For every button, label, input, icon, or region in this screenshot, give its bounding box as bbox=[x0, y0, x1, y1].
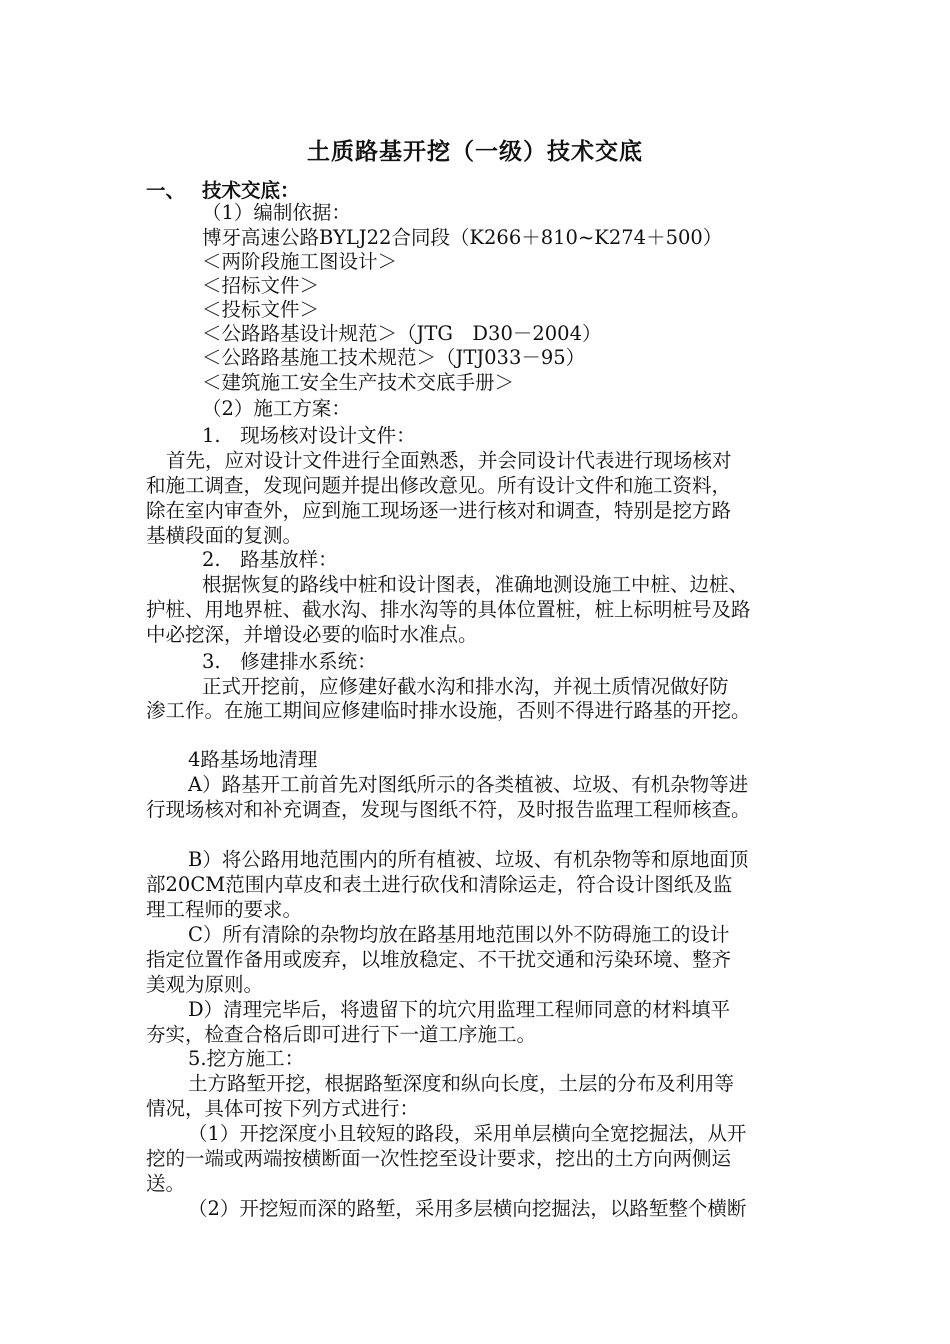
paragraph-line: 理工程师的要求。 bbox=[146, 898, 303, 921]
step-heading: 4路基场地清理 bbox=[188, 748, 318, 771]
paragraph-line: D）清理完毕后，将遗留下的坑穴用监理工程师同意的材料填平 bbox=[188, 998, 731, 1021]
paragraph-line: 部20CM范围内草皮和表土进行砍伐和清除运走，符合设计图纸及监 bbox=[146, 873, 733, 896]
plan-heading: （2）施工方案： bbox=[202, 397, 351, 420]
paragraph-line: C）所有清除的杂物均放在路基用地范围以外不防碍施工的设计 bbox=[188, 923, 730, 946]
basis-item: ＜建筑施工安全生产技术交底手册＞ bbox=[202, 371, 515, 394]
paragraph-line: （2）开挖短而深的路堑，采用多层横向挖掘法，以路堑整个横断 bbox=[188, 1197, 747, 1220]
paragraph-line: A）路基开工前首先对图纸所示的各类植被、垃圾、有机杂物等进 bbox=[188, 773, 749, 796]
document-title: 土质路基开挖（一级）技术交底 bbox=[307, 139, 643, 165]
paragraph-line: 指定位置作备用或废弃，以堆放稳定、不干扰交通和污染环境、整齐 bbox=[146, 948, 732, 971]
basis-item: ＜公路路基设计规范＞（JTG D30－2004） bbox=[202, 322, 602, 345]
section-title: 技术交底： bbox=[202, 179, 300, 202]
step-heading: 2. 路基放样： bbox=[202, 548, 338, 571]
basis-item: ＜两阶段施工图设计＞ bbox=[202, 250, 398, 273]
paragraph-line: 挖的一端或两端按横断面一次性挖至设计要求，挖出的土方向两侧运 bbox=[146, 1147, 732, 1170]
paragraph-line: 中必挖深，并增设必要的临时水准点。 bbox=[146, 623, 478, 646]
paragraph-line: 护桩、用地界桩、截水沟、排水沟等的具体位置桩，桩上标明桩号及路 bbox=[146, 598, 751, 621]
paragraph-line: 行现场核对和补充调查，发现与图纸不符，及时报告监理工程师核查。 bbox=[146, 798, 751, 821]
paragraph-line: 根据恢复的路线中桩和设计图表，准确地测设施工中桩、边桩、 bbox=[202, 573, 749, 596]
section-number: 一、 bbox=[146, 179, 186, 202]
step-heading: 1. 现场核对设计文件： bbox=[202, 424, 416, 447]
basis-item: ＜招标文件＞ bbox=[202, 274, 320, 297]
paragraph-line: 正式开挖前，应修建好截水沟和排水沟，并视土质情况做好防 bbox=[202, 675, 729, 698]
paragraph-line: （1）开挖深度小且较短的路段，采用单层横向全宽挖掘法，从开 bbox=[188, 1122, 747, 1145]
paragraph-line: 和施工调查，发现问题并提出修改意见。所有设计文件和施工资料， bbox=[146, 474, 732, 497]
paragraph-line: 情况，具体可按下列方式进行： bbox=[146, 1097, 420, 1120]
paragraph-line: 渗工作。在施工期间应修建临时排水设施，否则不得进行路基的开挖。 bbox=[146, 699, 751, 722]
paragraph-line: B）将公路用地范围内的所有植被、垃圾、有机杂物等和原地面顶 bbox=[188, 848, 749, 871]
basis-heading: （1）编制依据： bbox=[202, 201, 351, 224]
step-heading: 5.挖方施工： bbox=[188, 1047, 305, 1070]
basis-item: ＜公路路基施工技术规范＞（JTJ033－95） bbox=[202, 346, 586, 369]
paragraph-line: 除在室内审查外，应到施工现场逐一进行核对和调查，特别是挖方路 bbox=[146, 499, 732, 522]
paragraph-line: 土方路堑开挖，根据路堑深度和纵向长度，土层的分布及利用等 bbox=[188, 1072, 735, 1095]
basis-item: 博牙高速公路BYLJ22合同段（K266＋810~K274＋500） bbox=[202, 226, 723, 249]
step-heading: 3. 修建排水系统： bbox=[202, 650, 377, 673]
paragraph-line: 基横段面的复测。 bbox=[146, 524, 303, 547]
paragraph-line: 首先，应对设计文件进行全面熟悉，并会同设计代表进行现场核对 bbox=[166, 449, 732, 472]
paragraph-line: 美观为原则。 bbox=[146, 973, 264, 996]
basis-item: ＜投标文件＞ bbox=[202, 298, 320, 321]
paragraph-line: 送。 bbox=[146, 1172, 186, 1195]
paragraph-line: 夯实，检查合格后即可进行下一道工序施工。 bbox=[146, 1023, 537, 1046]
